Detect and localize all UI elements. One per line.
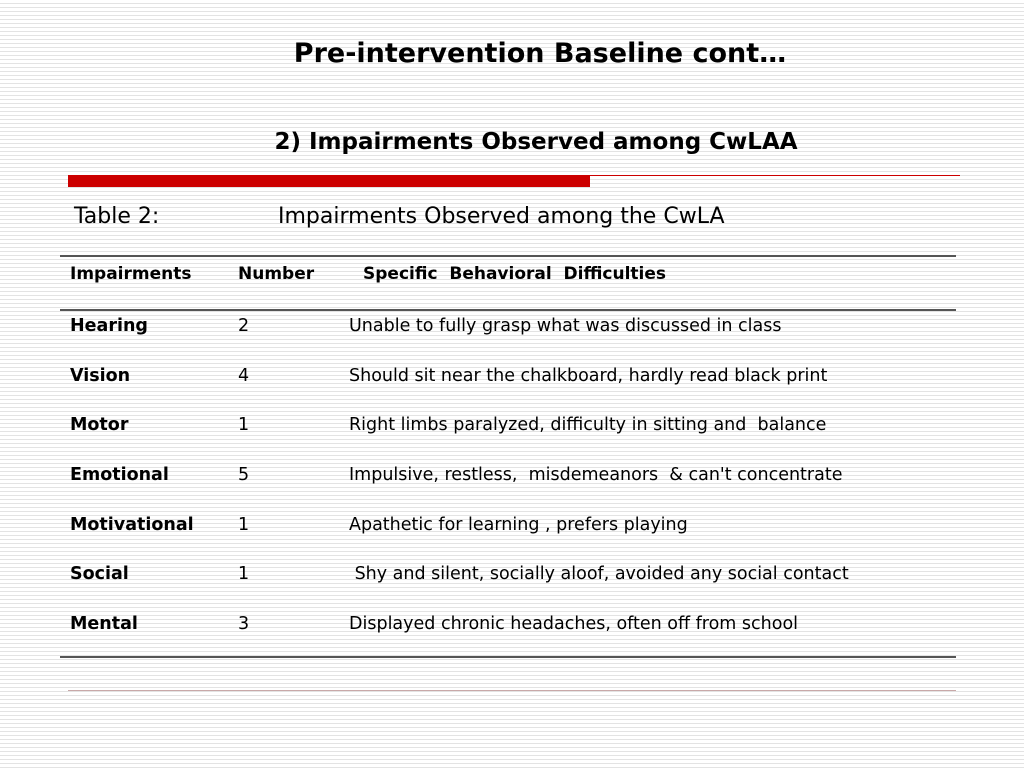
cell-difficulty: Should sit near the chalkboard, hardly read black print — [349, 365, 828, 386]
cell-impairment: Mental — [70, 614, 138, 635]
table-row — [0, 564, 1024, 614]
cell-difficulty: Unable to fully grasp what was discussed in class — [349, 316, 782, 336]
table-body — [0, 316, 1024, 664]
cell-impairment: Social — [70, 564, 129, 585]
accent-bar — [68, 175, 590, 187]
table-rule-header — [60, 309, 956, 311]
table-rule-bottom — [60, 656, 956, 658]
table-row — [0, 316, 1024, 366]
header-impairments: Impairments — [70, 264, 192, 284]
cell-impairment: Emotional — [70, 465, 169, 486]
table-row — [0, 415, 1024, 465]
footer-line — [68, 690, 956, 691]
table-rule-top — [60, 255, 956, 257]
cell-difficulty: Impulsive, restless, misdemeanors & can't concentrate — [349, 465, 843, 486]
table-caption — [74, 204, 725, 229]
table-row — [0, 366, 1024, 416]
cell-difficulty: Displayed chronic headaches, often off from school — [349, 614, 799, 635]
cell-number: 2 — [238, 316, 250, 336]
table-row — [0, 515, 1024, 565]
cell-number: 1 — [238, 415, 250, 436]
cell-number: 1 — [238, 514, 250, 535]
table-row — [0, 465, 1024, 515]
cell-impairment: Hearing — [70, 316, 148, 336]
accent-line — [590, 175, 960, 176]
header-number: Number — [238, 264, 315, 284]
cell-impairment: Vision — [70, 365, 131, 386]
header-difficulties: Specific Behavioral Difficulties — [363, 264, 667, 284]
cell-difficulty: Shy and silent, socially aloof, avoided any social contact — [349, 564, 849, 585]
cell-number: 4 — [238, 365, 250, 386]
slide-title: Pre-intervention Baseline cont… — [293, 38, 787, 69]
cell-number: 3 — [238, 614, 250, 635]
cell-impairment: Motivational — [70, 514, 194, 535]
table-header-row — [0, 264, 1024, 284]
table-caption-text: Impairments Observed among the CwLA — [278, 204, 725, 229]
cell-difficulty: Apathetic for learning , prefers playing — [349, 514, 688, 535]
cell-difficulty: Right limbs paralyzed, difficulty in sitting and balance — [349, 415, 827, 436]
table-caption-label: Table 2: — [74, 204, 160, 229]
slide-subtitle: 2) Impairments Observed among CwLAA — [274, 129, 798, 155]
cell-impairment: Motor — [70, 415, 129, 436]
cell-number: 5 — [238, 465, 250, 486]
cell-number: 1 — [238, 564, 250, 585]
